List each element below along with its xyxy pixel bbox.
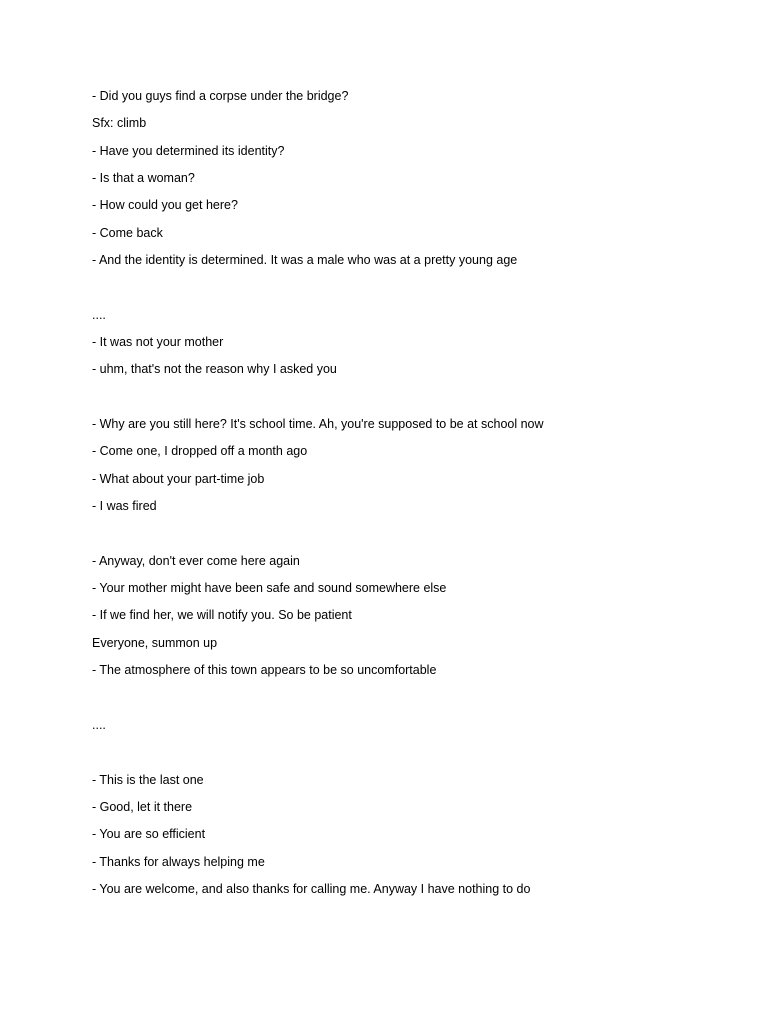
dialogue-line: - If we find her, we will notify you. So be patient (92, 608, 352, 622)
dialogue-line: - The atmosphere of this town appears to be so uncomfortable (92, 663, 437, 677)
dialogue-line: - Is that a woman? (92, 171, 195, 185)
dialogue-line: - You are so efficient (92, 827, 206, 841)
dialogue-line: - How could you get here? (92, 198, 238, 212)
dialogue-line: - Good, let it there (92, 800, 193, 814)
dialogue-line: - Why are you still here? It's school time. Ah, you're supposed to be at school now (92, 417, 544, 431)
dialogue-line: - What about your part-time job (92, 472, 265, 486)
dialogue-line: - I was fired (92, 499, 157, 513)
dialogue-line: - Come one, I dropped off a month ago (92, 444, 308, 458)
dialogue-line: - Come back (92, 226, 163, 240)
dialogue-line: - Have you determined its identity? (92, 144, 285, 158)
dialogue-line: - uhm, that's not the reason why I asked you (92, 362, 337, 376)
dialogue-line: - It was not your mother (92, 335, 224, 349)
sfx-line: Sfx: climb (92, 116, 147, 130)
dialogue-line: - Did you guys find a corpse under the bridge? (92, 89, 349, 103)
dialogue-line: - You are welcome, and also thanks for calling me. Anyway I have nothing to do (92, 882, 531, 896)
dialogue-line: - And the identity is determined. It was a male who was at a pretty young age (92, 253, 518, 267)
dialogue-line: - Anyway, don't ever come here again (92, 554, 300, 568)
dialogue-line: - This is the last one (92, 773, 204, 787)
ellipsis-line: .... (92, 718, 106, 732)
ellipsis-line: .... (92, 308, 106, 322)
dialogue-line: - Your mother might have been safe and sound somewhere else (92, 581, 447, 595)
dialogue-line: Everyone, summon up (92, 636, 218, 650)
dialogue-line: - Thanks for always helping me (92, 855, 265, 869)
